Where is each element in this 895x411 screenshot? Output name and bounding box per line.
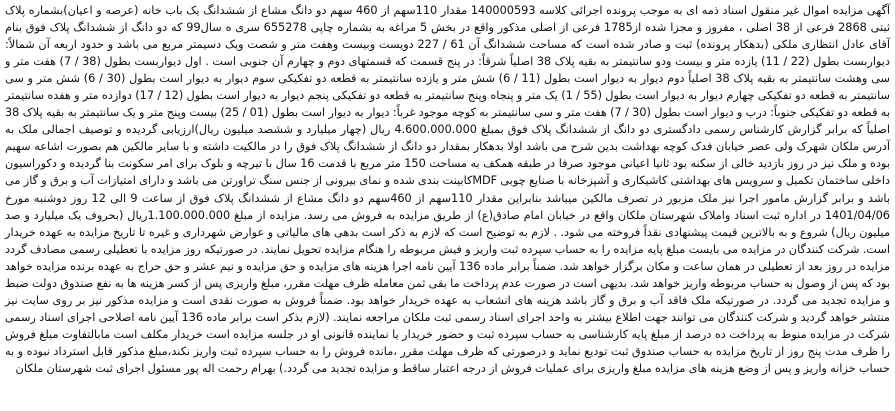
auction-notice-text: آگهی مزایده اموال غیر منقول اسناد ذمه ای به موجب پرونده اجرائی کلاسه 140000593 مقدار 110سهم از 460 سهم دو دانگ مشاع از ششدانگ یک باب خانه (عرصه و اعیان)بشماره پلاک ثبتی 2868 فرعی از 38 اصلی ، مفروز و مجزا شده از1785 فرعی از اصلی مذکور واقع در بخش 5 مراغه به بشماره چاپی 655278 سری ه سال99 که دو دانگ از ششدانگ پلاک فوق بنام آقای عادل انتظاری ملکی (بدهکار پرونده) ثبت و صادر شده است که مساحت ششدانگ آن 61 / 227 دویست وبیست وهفت متر و شصت ویک دسیمتر مربع می باشد و حدود اربعه آن شمالاً: دیواربست بطول (22 / 11) یازده متر و بیست ودو سانتیمتر به بقیه پلاک 38 اصلیاً شرقاً: در پنج قسمت که قسمتهای دوم و چهارم آن جنوبی است . اول دیواربست بطول (38 / 7) هفت متر و سی وهشت سانتیمتر به بقیه پلاک 38 اصلیاً دوم دیوار به دیوار است بطول (11 / 6) شش متر و یازده سانتیمتر به قطعه دو تفکیکی سوم دیوار به دیوار است بطول (30 / 6) شش متر و سی سانتیمتر به قطعه دو تفکیکی چهارم دیوار به دیوار است بطول (55 / 1) یک متر و پنجاه وپنج سانتیمتر به قطعه دو تفکیکی پنجم دیوار به دیوار است بطول (12 / 17) دوازده متر و هفده سانتیمتر به قطعه دو تفکیکی جنوباً: درب و دیوار است بطول (30 / 7) هفت متر و سی سانتیمتر به کوچه موجود غرباً: دیوار به دیوار است بطول (01 / 25) بیست وپنج متر و یک سانتیمتر به بقیه پلاک 38 اصلیاً که برابر گزارش کارشناس رسمی دادگستری دو دانگ از ششدانگ پلاک فوق بمبلغ 4.600.000.000 ریال (چهار میلیارد و ششصد میلیون ریال)ارزیابی گردیده و توصیف اجمالی ملک به آدرس ملکان شهرک ولی عصر خیابان فدک کوچه بهداشت بدین شرح می باشد اولا بدهکار بمقدار دو دانگ از ششدانگ پلاک فوق را در مالکیت داشته و با سایر مالکین هم بصورت اشاعه سهیم بوده و ملک نیز در روز بازدید خالی از سکنه بود ثانیا اعیانی موجود صرفا در طبقه همکف به مساحت 150 متر مربع با قدمت 16 سال با تیرچه و بلوک برای امر سکونت بنا گردیده و دکوراسیون داخلی ساختمان تکمیل و سرویس های بهداشتی کاشیکاری و آشپزخانه با صنایع چوبی MDFکابینت بندی شده و نمای بیرونی از جنس سنگ تراورتن می باشد و دارای امتیازات آب و برق و گاز می باشد و برابر گزارش مامور اجرا نیز ملک مزبور در تصرف مالکین میباشد بنابراین مقدار 110سهم از 460سهم دو دانگ مشاع از ششدانگ پلاک فوق از ساعت 9 الی 12 روز دوشنبه مورخ 1401/04/06 در اداره ثبت اسناد واملاک شهرستان ملکان واقع در خیابان امام صادق(ع) از طریق مزایده به فروش می رسد. مزایده از مبلغ 1.100.000.000ریال (بحروف یک میلیارد و صد میلیون ریال) شروع و به بالاترین قیمت پیشنهادی نقداً فروخته می شود. . لازم به توضیح است که لازم به ذکر است بدهی های مالیاتی و عوارض شهرداری و غیره تا تاریخ مزایده به عهده خریدار است. شرکت کنندگان در مزایده می بایست مبلغ پایه مزایده را به حساب سپرده ثبت واریز و فیش مربوطه را هنگام مزایده تحویل نمایند. در صورتیکه روز مزایده با تعطیلی رسمی مصادف گردد مزایده در روز بعد از تعطیلی در همان ساعت و مکان برگزار خواهد شد. ضمناً برابر ماده 136 آیین نامه اجرا هزینه های مزایده و حق مزایده و نیم عشر و حق حراج به عهده برنده مزایده خواهد بود که پس از وصول به حساب مربوطه واریز خواهد شد. بدیهی است در صورت عدم پرداخت ما بقی ثمن معامله ظرف مهلت مقرر، مبلغ واریزی پس از کسر هزینه ها به نفع صندوق دولت ضبط و مزایده تجدید می گردد. در صورتیکه ملک فاقد آب و برق و گاز باشد هزینه های انشعاب به عهده خریدار خواهد بود. ضمناً فروش به صورت نقدی است و مزایده مذکور نیز بر روی سایت نیز منتشر خواهد گردید و شرکت کنندگان می توانند جهت اطلاع بیشتر به واحد اجرای اسناد رسمی ثبت ملکان مراجعه نمایند. (لازم بذکر است برابر ماده 136 آیین نامه اصلاحی اجرای اسناد رسمی شرکت در مزایده منوط به پرداخت ده درصد از مبلغ پایه کارشناسی به حساب سپرده ثبت و حضور خریدار یا نماینده قانونی او در جلسه مزایده است خریدار مکلف است مابالتفاوت مبلغ فروش را ظرف مدت پنج روز از تاریخ مزایده به حساب صندوق ثبت تودیع نماید و درصورتی که ظرف مهلت مقرر ،مانده فروش را به حساب سپرده ثبت واریز نکند،مبلغ مذکور قابل استرداد نبوده و به حساب خزانه واریز و پس از وضع هزینه های مزایده مبلغ واریزی برای عملیات فروش از درجه اعتبار ساقط و مزایده تجدید می گردد.) بهرام رحمت اله پور مسئول اجرای ثبت شهرستان ملکان	[5, 4, 891, 375]
